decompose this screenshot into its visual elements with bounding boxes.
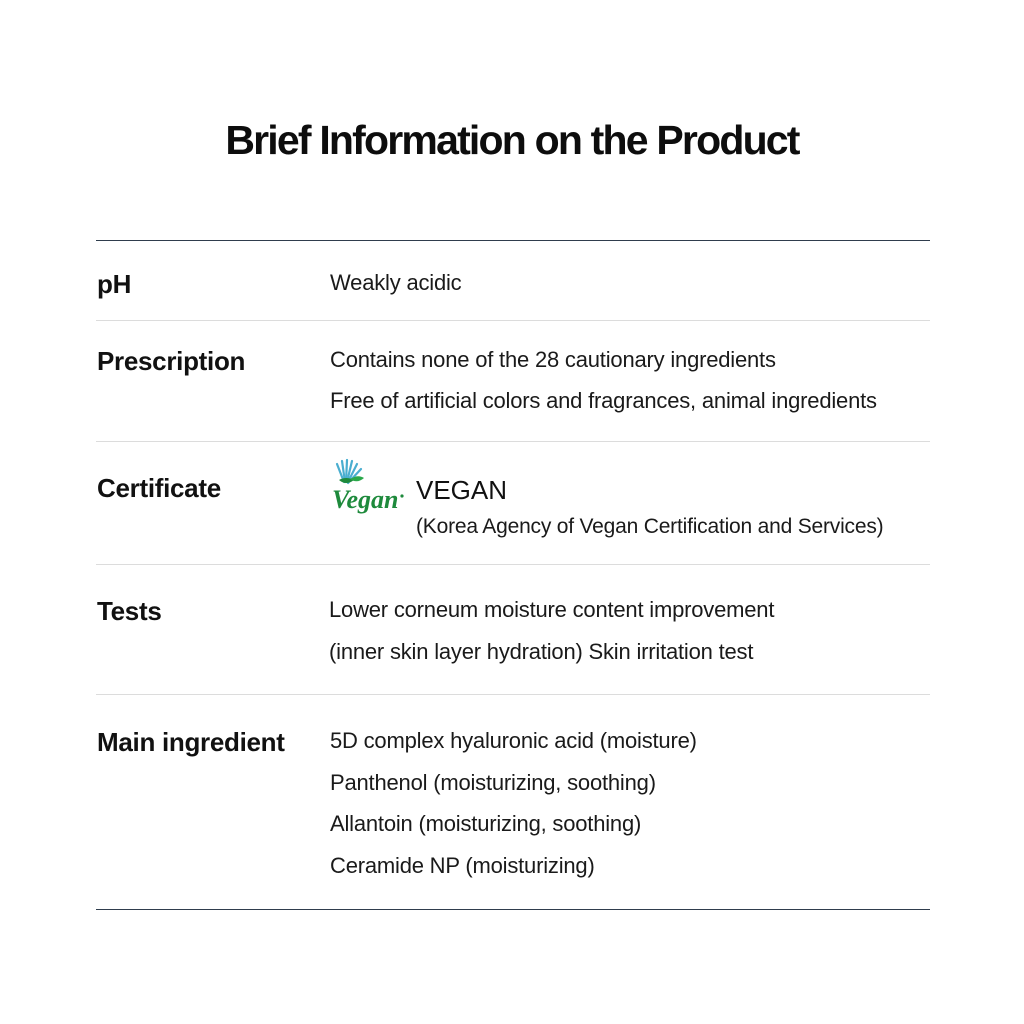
row-divider [96, 441, 930, 442]
row-value-ingredient-2: Panthenol (moisturizing, soothing) [330, 770, 656, 795]
row-label-certificate: Certificate [97, 473, 221, 503]
row-divider [96, 694, 930, 695]
row-value-tests-line-2: (inner skin layer hydration) Skin irritation test [329, 639, 754, 664]
certificate-organization: (Korea Agency of Vegan Certification and Services) [416, 515, 884, 538]
table-top-rule [96, 240, 930, 241]
certificate-name: VEGAN [416, 475, 508, 505]
row-value-ingredient-4: Ceramide NP (moisturizing) [330, 853, 595, 878]
page-title: Brief Information on the Product [225, 117, 799, 163]
row-label-ph: pH [97, 269, 132, 299]
row-divider [96, 564, 930, 565]
vegan-logo-wordmark: Vegan [332, 485, 399, 514]
row-label-prescription: Prescription [97, 346, 246, 376]
table-bottom-rule [96, 909, 930, 910]
row-value-prescription-line-2: Free of artificial colors and fragrances, animal ingredients [330, 388, 877, 413]
row-value-ingredient-3: Allantoin (moisturizing, soothing) [330, 811, 642, 836]
row-value-prescription-line-1: Contains none of the 28 cautionary ingredients [330, 347, 776, 372]
row-divider [96, 320, 930, 321]
row-label-main-ingredient: Main ingredient [97, 727, 285, 757]
row-value-ph: Weakly acidic [330, 270, 462, 295]
row-label-tests: Tests [97, 596, 162, 626]
row-value-ingredient-1: 5D complex hyaluronic acid (moisture) [330, 728, 697, 753]
row-value-tests-line-1: Lower corneum moisture content improvement [329, 597, 775, 622]
vegan-certification-logo [330, 458, 406, 520]
